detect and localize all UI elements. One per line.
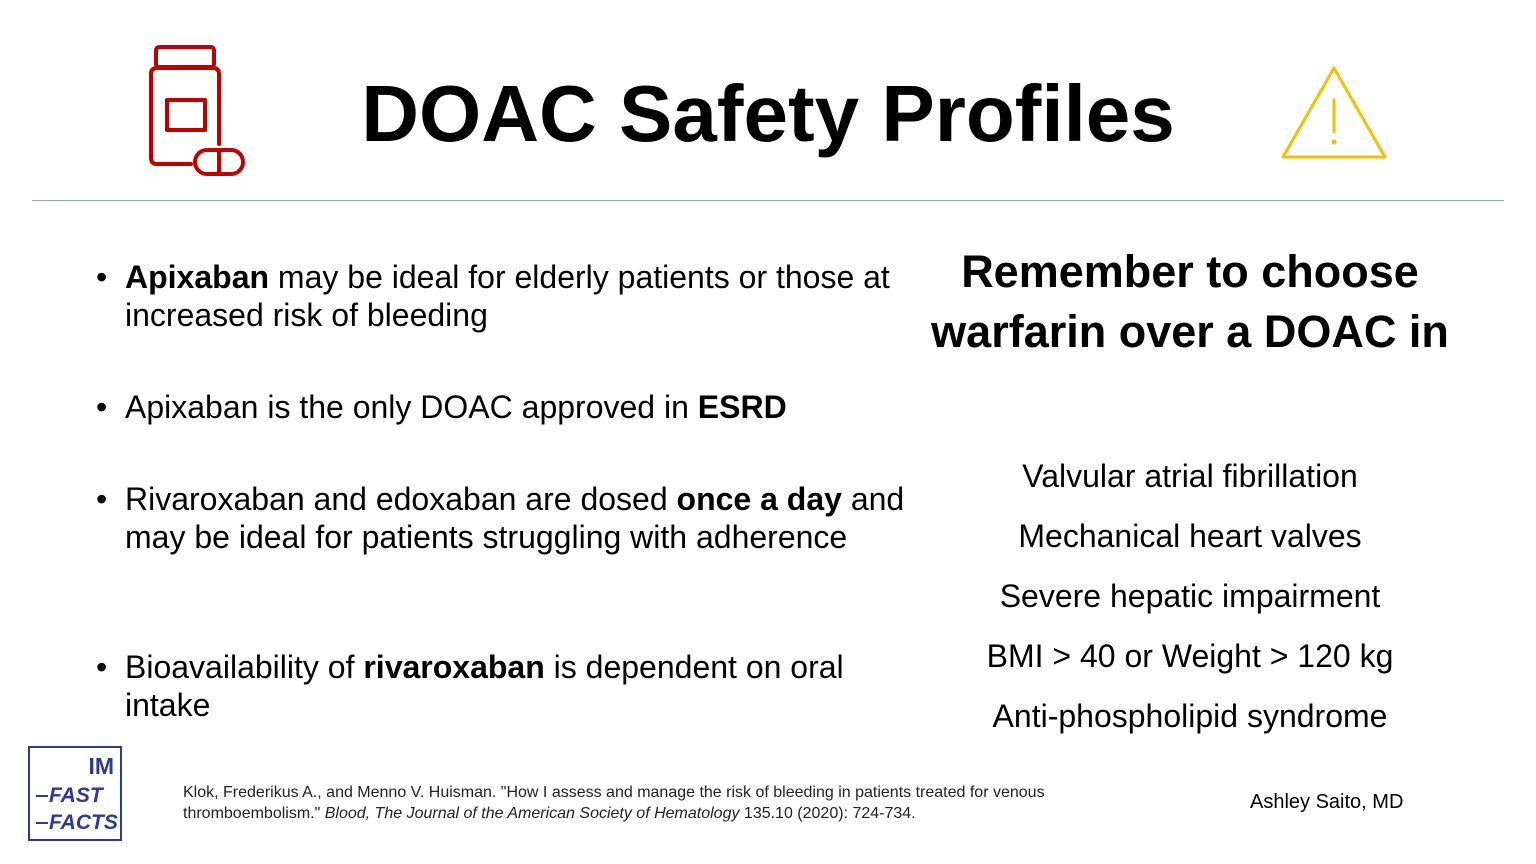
conditions-list — [920, 456, 1460, 756]
im-fast-facts-logo — [28, 746, 122, 841]
bullet-item: • Apixaban is the only DOAC approved in ESRD — [96, 388, 905, 426]
condition-item: BMI > 40 or Weight > 120 kg — [986, 638, 1394, 674]
bullet-item: • Bioavailability of rivaroxaban is dependent on oral intake — [96, 648, 905, 724]
warning-triangle-icon — [1278, 64, 1390, 162]
speed-lines-icon — [36, 822, 48, 824]
logo-line-facts: FACTS — [49, 811, 118, 834]
author-credit: Ashley Saito, MD — [1250, 791, 1404, 813]
logo-line-im: IM — [88, 753, 114, 779]
remember-heading: Remember to choose warfarin over a DOAC in — [931, 246, 1449, 357]
citation: Klok, Frederikus A., and Menno V. Huisman. "How I assess and manage the risk of bleeding in patients treated for venous thromboembolism." Blood, The Journal of the American Society of Hematology 135.10 (2020): 724-734. — [183, 784, 1045, 822]
bullet-item: • Rivaroxaban and edoxaban are dosed once a day and may be ideal for patients struggling with adherence — [96, 480, 905, 556]
logo-line-fast: FAST — [49, 784, 103, 807]
condition-item: Valvular atrial fibrillation — [1022, 458, 1358, 494]
page-title: DOAC Safety Profiles — [361, 69, 1175, 158]
speed-lines-icon — [36, 795, 48, 797]
condition-item: Severe hepatic impairment — [999, 578, 1381, 614]
bullet-item: • Apixaban may be ideal for elderly patients or those at increased risk of bleeding — [96, 258, 905, 334]
condition-item: Mechanical heart valves — [1018, 518, 1362, 554]
condition-item: Anti-phospholipid syndrome — [992, 698, 1388, 734]
title-divider — [32, 200, 1504, 201]
